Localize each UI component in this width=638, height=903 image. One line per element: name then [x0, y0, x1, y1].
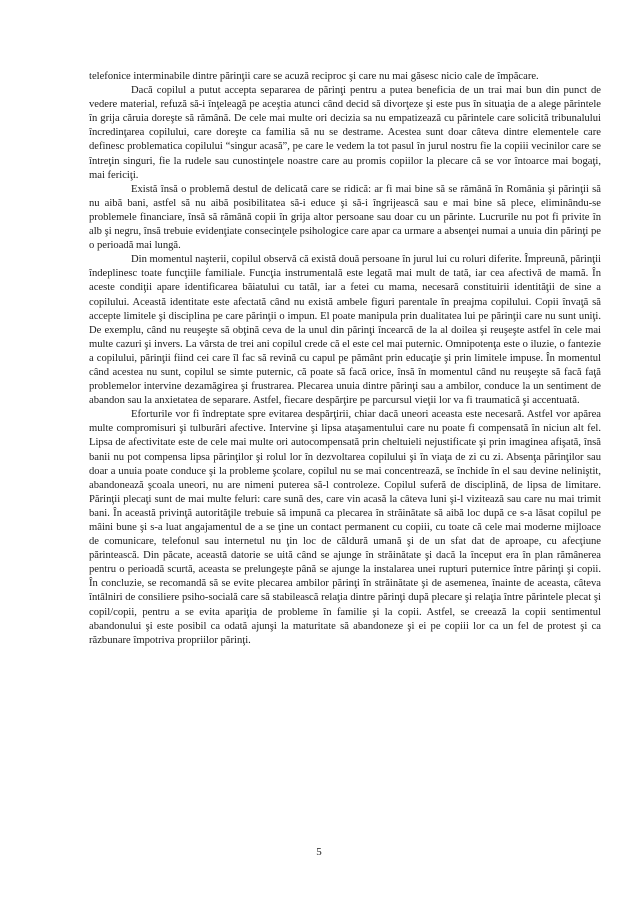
paragraph: Eforturile vor fi îndreptate spre evitarea despărţirii, chiar dacă uneori aceasta este necesară. Astfel vor apărea multe compromisuri şi tulburări afective. Intervine şi lipsa ataşamentului care nu poate fi compensată în niciun alt fel. Lipsa de afectivitate este de cele mai multe ori autocompensată prin cheltuieli nejustificate şi prin imaginea afişată, însă banii nu pot compensa lipsa părinţilor şi rolul lor în dezvoltarea copilului şi în viaţa de zi cu zi. Absenţa părinţilor sau doar a unuia poate conduce şi la probleme şcolare, copilul nu se mai concentrează, se închide în el sau devine neliniştit, abandonează şcoala uneori, nu are nimeni puterea să-l controleze. Copilul suferă de disciplină, de lipsa de limitare. Părinţii plecaţi sunt de mai multe feluri: care sună des, care vin acasă la câteva luni şi-l vizitează sau care nu mai trimit bani. În această privinţă autorităţile trebuie să impună ca plecarea în străinătate să aibă loc după ce s-a lăsat copilul pe mâini bune şi s-a luat angajamentul de a se ţine un contact permanent cu copiii, cu toate că cele mai moderne mijloace de comunicare, telefonul sau internetul nu ţin loc de căldură umană şi de un sfat dat de aproape, cu afecţiune părintească. Din păcate, această datorie se uită când se ajunge în străinătate şi dacă la început era în plan rămânerea pentru o perioadă scurtă, aceasta se prelungeşte până se ajunge la instalarea unei rupturi puternice între părinţi şi copii. În concluzie, se recomandă să se evite plecarea ambilor părinţi în străinătate şi de asemenea, înainte de aceasta, câteva întâlniri de consiliere psiho-socială care să stabilească relaţia dintre părinţi după plecare şi relaţia între părintele plecat şi copil/copii, pentru a se evita apariţia de probleme în familie şi la copii. Astfel, se creează la copii sentimentul abandonului şi este posibil ca odată ajunşi la maturitate să abandoneze şi ei pe copiii lor ca un fel de protest şi ca răzbunare împotriva propriilor părinţi. — [89, 409, 601, 646]
document-body — [89, 70, 601, 648]
page-number: 5 — [316, 846, 322, 858]
paragraph-continuation: telefonice interminabile dintre părinţii care se acuză reciproc şi care nu mai găsesc nicio cale de împăcare. — [89, 71, 539, 82]
paragraph: Există însă o problemă destul de delicată care se ridică: ar fi mai bine să se rămână în România şi părinţii să nu aibă bani, astfel să nu aibă posibilitatea să-i educe şi să-i îngrijească sau e mai bine să plece, eliminându-se problemele financiare, însă să rămână copii în grija altor persoane sau doar cu un părinte. Lucrurile nu pot fi privite în alb şi negru, însă trebuie evidenţiate consecinţele psihologice care apar ca urmare a absenţei numai a unuia din părinţi pe o perioadă mai lungă. — [89, 183, 601, 252]
paragraph: Dacă copilul a putut accepta separarea de părinţi pentru a putea beneficia de un trai mai bun din punct de vedere material, refuză să-i înţeleagă pe aceştia atunci când decid să divorţeze şi este pus în situaţia de a alege părintele în grija căruia doreşte să rămână. De cele mai multe ori decizia sa nu empatizează cu părintele care solicită tribunalului încredinţarea copilului, care doreşte ca familia să nu se destrame. Acestea sunt doar câteva dintre elementele care definesc problematica copilului “singur acasă”, pe care le vedem la tot pasul în jurul nostru fie la copiii vecinilor care se întreţin singuri, fie la rudele sau cunostinţele noastre care au promis copiilor la plecare că se vor întoarce mai bogaţi, mai fericiţi. — [89, 85, 601, 181]
paragraph: Din momentul naşterii, copilul observă că există două persoane în jurul lui cu roluri diferite. Împreună, părinţii îndeplinesc toate funcţiile familiale. Funcţia instrumentală este legată mai mult de tată, iar cea afectivă de mamă. În aceste condiţii apare identificarea băiatului cu tatăl, iar a fetei cu mama, necesară constituirii identităţii de sine a copilului. Această identitate este afectată când nu există ambele figuri parentale în preajma copilului. Copii învaţă să accepte limitele şi disciplina pe care părinţii o impun. El poate manipula prin dualitatea lui pe părinţii care nu sunt uniţi. De exemplu, când nu reuşeşte să obţină ceva de la unul din părinţi încearcă de la al doilea şi reuşeşte astfel în cele mai multe cazuri şi invers. La vârsta de trei ani copilul crede că el este cel mai puternic. Omnipotenţa este o iluzie, o fantezie a copilului, părinţii fiind cei care îl fac să revină cu capul pe pământ prin educaţie şi prin limitele impuse. În momentul când acestea nu sunt, copilul se simte puternic, că poate să facă orice, însă în momentul când nu reuşeşte să facă faţă problemelor intervine dezamăgirea şi frustrarea. Plecarea unuia dintre părinţi sau a ambilor, conduce la un sentiment de abandon sau la anxietatea de separare. Astfel, fiecare despărţire pe parcursul vieţii lor va fi traumatică şi accentuată. — [89, 254, 601, 407]
